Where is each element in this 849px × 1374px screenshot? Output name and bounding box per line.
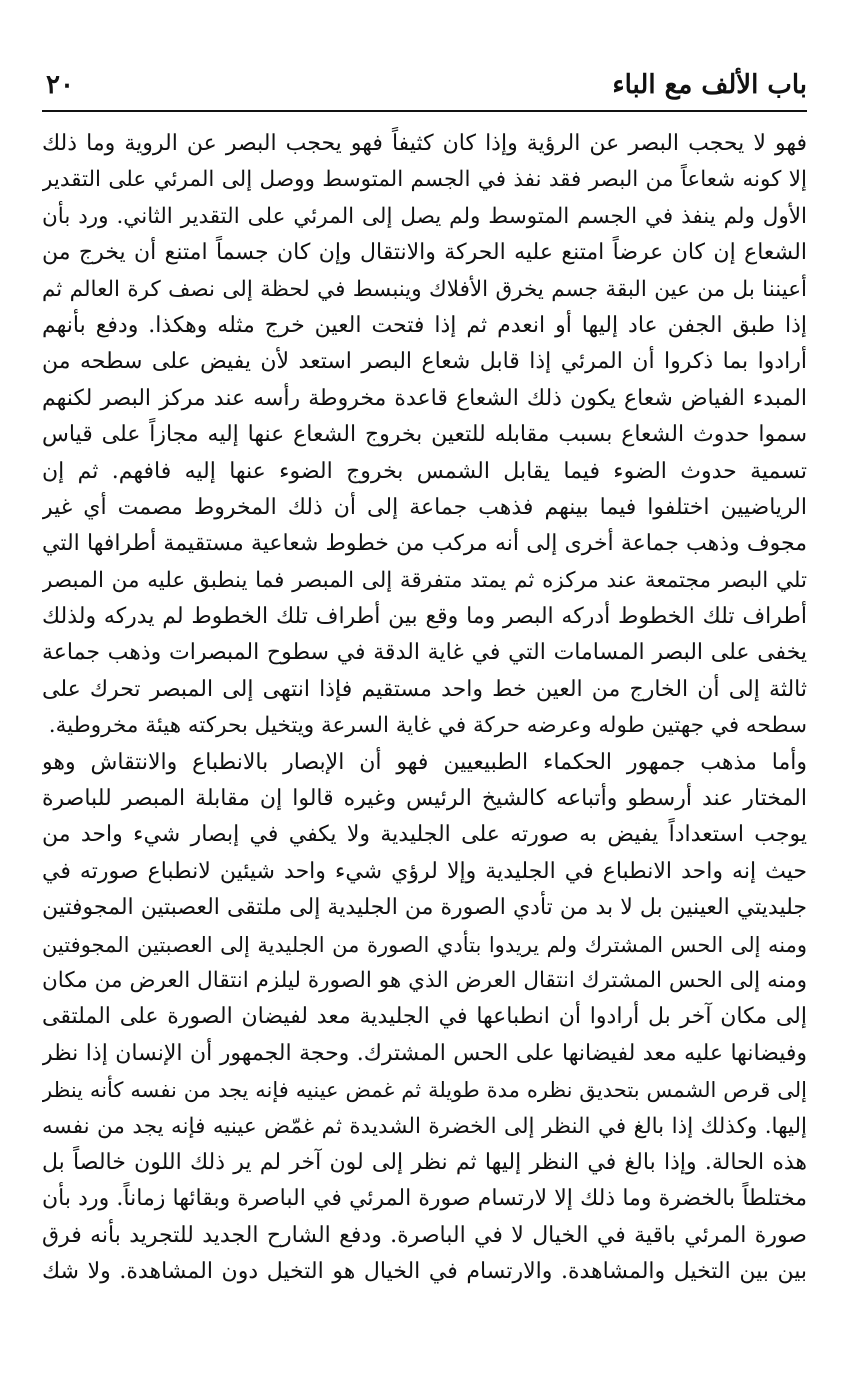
text-line: تلي البصر مجتمعة عند مركزه ثم يمتد متفرقة إلى المبصر فما ينطبق عليه من المبصر [42, 567, 807, 593]
paragraph-end-line: سطحه في جهتين طوله وعرضه حركة في غاية السرعة ويتخيل بحركته هيئة مخروطية. [48, 713, 807, 739]
text-line: المبدء الفياض شعاع يكون ذلك الشعاع قاعدة مخروطة رأسه عند مركز البصر لكنهم [42, 385, 807, 411]
text-line: إليها. وكذلك إذا بالغ في النظر إلى الخضرة الشديدة ثم غمّض عينيه فإنه يجد من نفسه [42, 1113, 807, 1139]
text-line: يخفى على البصر المسامات التي في غاية الدقة في سطوح المبصرات وذهب جماعة [42, 640, 807, 666]
text-line: الرياضيين اختلفوا فيما بينهم فذهب جماعة إلى أن ذلك المخروط مصمت أي غير [42, 494, 807, 520]
text-line: حيث إنه واحد الانطباع في الجليدية وإلا لرؤي شيء واحد شيئين لانطباع صورته في [42, 858, 807, 884]
text-line: بين بين التخيل والمشاهدة. والارتسام في الخيال هو التخيل دون المشاهدة. ولا شك [42, 1259, 807, 1285]
text-line: سموا حدوث الشعاع بسبب مقابله للتعين بخروج الشعاع عنها إليه مجازاً على قياس [42, 422, 807, 448]
text-line: وأما مذهب جمهور الحكماء الطبيعيين فهو أن الإبصار بالانطباع والانتقاش وهو [42, 749, 807, 775]
text-line: المختار عند أرسطو وأتباعه كالشيخ الرئيس وغيره قالوا إن مقابلة المبصر للباصرة [42, 786, 807, 812]
body-text [42, 126, 807, 1291]
text-line: مجوف وذهب جماعة أخرى إلى أنه مركب من خطوط شعاعية مستقيمة أطرافها التي [42, 531, 807, 557]
text-line: ومنه إلى الحس المشترك انتقال العرض الذي هو الصورة ليلزم انتقال العرض من مكان [42, 967, 807, 993]
text-line: أرادوا بما ذكروا أن المرئي إذا قابل شعاع البصر استعد لأن يفيض على سطحه من [42, 349, 807, 375]
text-line: وفيضانها عليه معد لفيضانها على الحس المشترك. وحجة الجمهور أن الإنسان إذا نظر [42, 1040, 807, 1066]
text-line: مختلطاً بالخضرة وما ذلك إلا لارتسام صورة المرئي في الباصرة وبقائها زماناً. ورد بأن [42, 1186, 807, 1212]
text-line: أطراف تلك الخطوط أدركه البصر وما وقع بين أطراف تلك الخطوط لم يدركه ولذلك [42, 604, 807, 630]
text-line: فهو لا يحجب البصر عن الرؤية وإذا كان كثيفاً فهو يحجب البصر عن الروية وما ذلك [42, 131, 807, 156]
text-line: هذه الحالة. وإذا بالغ في النظر إليها ثم نظر إلى لون آخر لم ير ذلك اللون خالصاً بل [42, 1149, 807, 1175]
text-line: الأول ولم ينفذ في الجسم المتوسط ولم يصل إلى المرئي على التقدير الثاني. ورد بأن [42, 203, 807, 229]
chapter-title: باب الألف مع الباء [612, 70, 807, 100]
text-line: جليديتي العينين بل لا بد من تأدي الصورة من الجليدية إلى ملتقى العصبتين المجوفتين [42, 895, 807, 921]
text-line: إلا كونه شعاعاً من البصر فقد نفذ في الجسم المتوسط ووصل إلى المرئي على التقدير [42, 167, 807, 193]
text-line: إلى مكان آخر بل أرادوا أن انطباعها في الجليدية معد لفيضان الصورة على الملتقى [42, 1004, 807, 1030]
text-line: أعيننا بل من عين البقة جسم يخرق الأفلاك وينبسط في لحظة إلى نصف كرة العالم ثم [42, 276, 807, 302]
text-line: إلى قرص الشمس بتحديق نظره مدة طويلة ثم غمض عينيه فإنه يجد من نفسه كأنه ينظر [42, 1078, 807, 1103]
text-line: الشعاع إن كان عرضاً امتنع عليه الحركة والانتقال وإن كان جسماً امتنع أن يخرج من [42, 240, 807, 266]
page-number: ٢٠ [46, 70, 74, 100]
text-line: يوجب استعداداً يفيض به صورته على الجليدية ولا يكفي في إبصار شيء واحد من [42, 822, 807, 848]
running-header [42, 62, 807, 106]
text-line: صورة المرئي باقية في الخيال لا في الباصرة. ودفع الشارح الجديد للتجريد بأنه فرق [42, 1222, 807, 1248]
text-line: تسمية حدوث الضوء فيما يقابل الشمس بخروج الضوء عنها إليه فافهم. ثم إن [42, 458, 807, 484]
header-divider [42, 110, 807, 112]
text-line: إذا طبق الجفن عاد إليها أو انعدم ثم إذا فتحت العين خرج مثله وهكذا. ودفع بأنهم [42, 312, 807, 338]
text-line: ثالثة إلى أن الخارج من العين خط واحد مستقيم فإذا انتهى إلى المبصر تحرك على [42, 676, 807, 702]
text-line: ومنه إلى الحس المشترك ولم يريدوا بتأدي الصورة من الجليدية إلى العصبتين المجوفتين [42, 932, 807, 957]
